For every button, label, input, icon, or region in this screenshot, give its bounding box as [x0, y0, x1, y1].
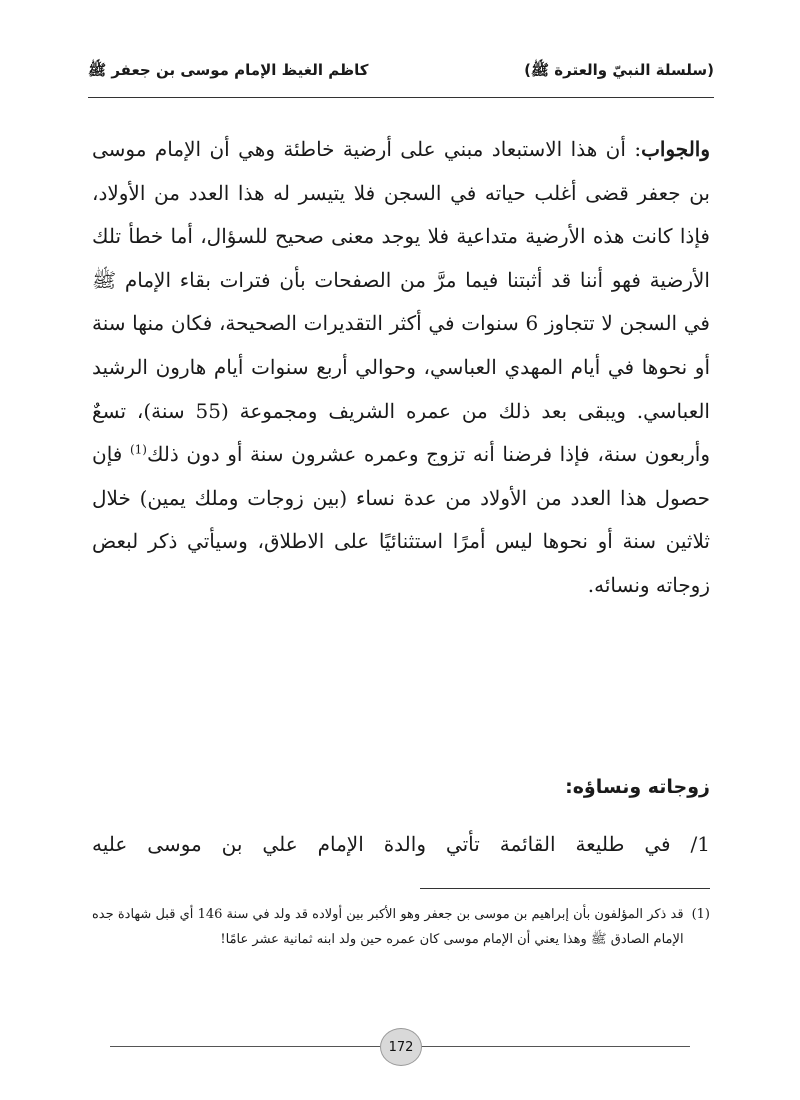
running-header — [88, 54, 714, 90]
answer-lead-word: والجواب — [641, 137, 710, 161]
paragraph-text-part-1: : أن هذا الاستبعاد مبني على أرضية خاطئة وهي أن الإمام موسى بن جعفر قضى أغلب حياته في السجن فلا يتيسر له هذا العدد من الأولاد، فإذا كانت هذه الأرضية متداعية فلا يوجد معنى صحيح للسؤال، أما خطأ تلك الأرضية فهو أننا قد أثبتنا فيما مرَّ من الصفحات بأن فترات بقاء الإمام ﷺ في السجن لا تتجاوز 6 سنوات في أكثر التقديرات الصحيحة، فكان منها سنة أو نحوها في أيام المهدي العباسي، وحوالي أربع سنوات أيام هارون الرشيد العباسي. ويبقى بعد ذلك من عمره الشريف ومجموعة (55 سنة)، تسعٌ وأربعون سنة، فإذا فرضنا أنه تزوج وعمره عشرون سنة أو دون ذلك — [92, 137, 710, 467]
footnote — [92, 902, 710, 952]
page-number: 172 — [380, 1028, 422, 1066]
footnote-text: قد ذكر المؤلفون بأن إبراهيم بن موسى بن جعفر وهو الأكبر بين أولاده قد ولد في سنة 146 أي قبل شهادة جده الإمام الصادق ﷺ وهذا يعني أن الإمام موسى كان عمره حين ولد ابنه ثمانية عشر عامًا! — [92, 907, 684, 947]
series-title: (سلسلة النبيّ والعترة ﷺ) — [524, 61, 714, 79]
list-item: 1/ في طليعة القائمة تأتي والدة الإمام علي بن موسى عليه — [92, 832, 710, 856]
footer-rule-right — [420, 1046, 690, 1047]
paragraph-text-part-2: فإن حصول هذا العدد من الأولاد من عدة نساء (بين زوجات وملك يمين) خلال ثلاثين سنة أو نحوها ليس أمرًا استثنائيًا على الاطلاق، وسيأتي ذكر لبعض زوجاته ونسائه. — [92, 442, 710, 597]
main-paragraph — [92, 128, 710, 608]
section-heading: زوجاته ونساؤه: — [565, 776, 710, 798]
footnote-number: (1) — [691, 907, 710, 922]
footer-rule-left — [110, 1046, 380, 1047]
book-title: كاظم الغيظ الإمام موسى بن جعفر ﷺ — [88, 61, 369, 79]
header-divider — [88, 97, 714, 98]
footnote-divider — [420, 888, 710, 889]
footnote-reference[interactable]: (1) — [129, 442, 147, 457]
